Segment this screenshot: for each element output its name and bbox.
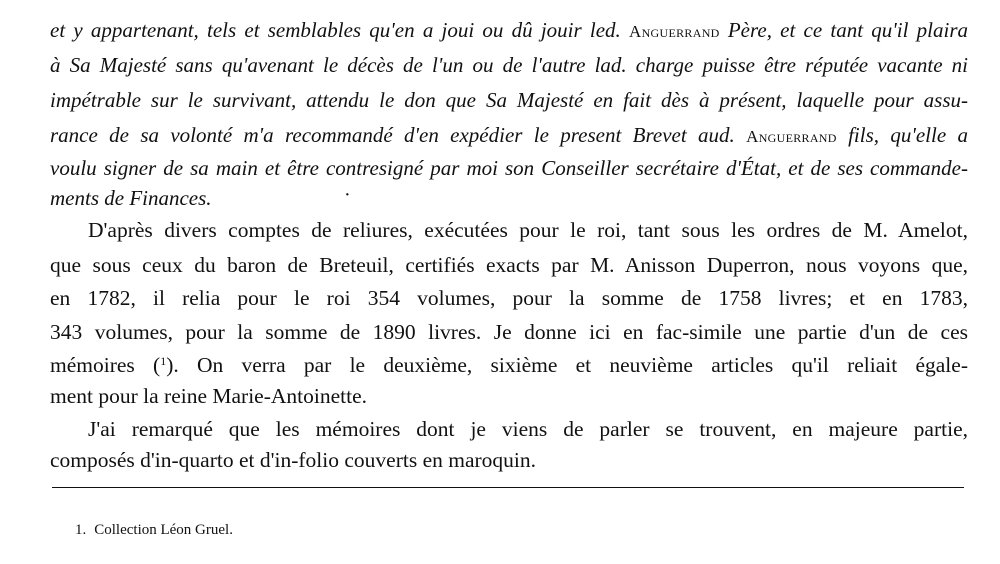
footnote-reference: 1 [160,354,167,368]
body-line: ment pour la reine Marie-Antoinette. [50,384,368,408]
body-line: composés d'in-quarto et d'in-folio couverts en maroquin. [50,448,537,472]
surname-small-caps: Anguerrand [746,127,837,146]
body-line: en 1782, il relia pour le roi 354 volumes, pour la somme de 1758 livres; et en 1783, [50,286,968,310]
body-line: mémoires ($^1$). On verra par le deuxième, sixième et neuvième articles qu'il reliait égale- [50,353,968,377]
stray-mark: · [344,184,351,206]
letter-line: impétrable sur le survivant, attendu le don que Sa Majesté en fait dès à présent, laquelle pour assu- [50,88,968,112]
letter-line: voulu signer de sa main et être contresigné par moi son Conseiller secrétaire d'État, et de ses commande- [50,156,968,180]
footnote-text: Collection Léon Gruel. [94,522,233,538]
letter-line: et y appartenant, tels et semblables qu'en a joui ou dû jouir led. Anguerrand Père, et ce tant qu'il plaira [50,18,968,42]
footnote [75,520,233,540]
letter-line: rance de sa volonté m'a recommandé d'en expédier le present Brevet aud. Anguerrand fils, qu'elle a [50,123,968,147]
body-line: 343 volumes, pour la somme de 1890 livres. Je donne ici en fac-simile une partie d'un de ces [50,320,968,344]
body-line: D'après divers comptes de reliures, exécutées pour le roi, tant sous les ordres de M. Amelot, [88,218,968,242]
body-line: J'ai remarqué que les mémoires dont je viens de parler se trouvent, en majeure partie, [88,417,968,441]
letter-line: ments de Finances. [50,186,212,210]
surname-small-caps: Anguerrand [629,22,720,41]
footnote-divider [52,487,964,488]
letter-line: à Sa Majesté sans qu'avenant le décès de l'un ou de l'autre lad. charge puisse être réputée vacante ni [50,53,968,77]
body-line: que sous ceux du baron de Breteuil, certifiés exacts par M. Anisson Duperron, nous voyons que, [50,253,968,277]
footnote-number: 1. [75,522,87,538]
